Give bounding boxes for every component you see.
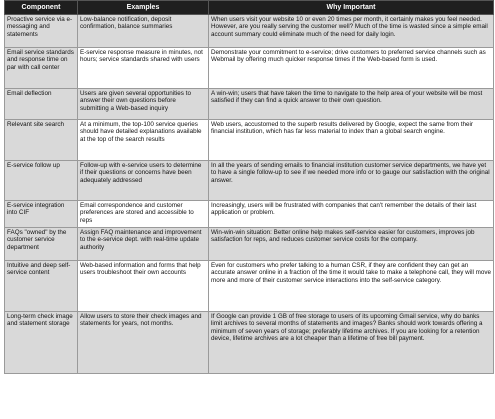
why-important-cell: Win-win-win situation: Better online help makes self-service easier for customers, improves job satisfaction for reps, and reduces customer service costs for the company. [209,228,494,261]
examples-cell: Low-balance notification, deposit confirmation, balance summaries [78,15,209,48]
why-important-cell: Demonstrate your commitment to e-service; drive customers to preferred service channels such as Webmail by offering much quicker response times if the Web-based form is used. [209,48,494,89]
examples-cell: Email correspondence and customer preferences are stored and accessible to reps [78,201,209,228]
examples-cell: E-service response measure in minutes, not hours; service standards shared with users [78,48,209,89]
component-cell: Long-term check image and statement storage [5,312,78,374]
component-cell: E-service follow up [5,161,78,201]
table-row [5,48,494,89]
table-row [5,228,494,261]
why-important-cell: Web users, accustomed to the superb results delivered by Google, expect the same from their financial institution, which has far less material to index than a global search engine. [209,120,494,161]
table-row [5,261,494,312]
why-important-cell: Even for customers who prefer talking to a human CSR, if they are confident they can get an accurate answer online in a fraction of the time it would take to make a telephone call, they will move more and more of their customer service interactions into the self-service category. [209,261,494,312]
why-important-cell: When users visit your website 10 or even 20 times per month, it certainly makes you feel needed. However, are you really serving the customer well? Much of the time is wasted since a simple email account summary could eliminate much of the need for daily login. [209,15,494,48]
component-cell: E-service integration into CIF [5,201,78,228]
component-cell: Relevant site search [5,120,78,161]
table-row [5,89,494,120]
examples-cell: Allow users to store their check images and statements for years, not months. [78,312,209,374]
table-row [5,161,494,201]
examples-cell: Follow-up with e-service users to determine if their questions or concerns have been adequately addressed [78,161,209,201]
why-important-cell: If Google can provide 1 GB of free storage to users of its upcoming Gmail service, why do banks limit archives to several months of statements and images? Banks should work towards offering a minimum of seven years of storage; preferably lifetime archives. If you are looking for a retention device, lifetime archives are a lot cheaper than a lifetime of free bill payment. [209,312,494,374]
header-why-important: Why Important [209,1,494,15]
examples-cell: Users are given several opportunities to answer their own questions before submitting a Web-based inquiry [78,89,209,120]
examples-cell: Web-based information and forms that help users troubleshoot their own accounts [78,261,209,312]
header-examples: Examples [78,1,209,15]
header-component: Component [5,1,78,15]
why-important-cell: In all the years of sending emails to financial institution customer service departments, we have yet to have a single follow-up to see if we needed more info or to gauge our satisfaction with the original answer. [209,161,494,201]
component-cell: Proactive service via e-messaging and statements [5,15,78,48]
examples-cell: At a minimum, the top-100 service queries should have detailed explanations available at the top of the search results [78,120,209,161]
why-important-cell: A win-win; users that have taken the time to navigate to the help area of your website will be most satisfied if they can find a quick answer to their own question. [209,89,494,120]
table-header-row [5,1,494,15]
why-important-cell: Increasingly, users will be frustrated with companies that can't remember the details of their last application or problem. [209,201,494,228]
component-cell: Email service standards and response time on par with call center [5,48,78,89]
component-cell: Email deflection [5,89,78,120]
comparison-table [4,0,494,374]
table-row [5,201,494,228]
table-row [5,15,494,48]
component-cell: FAQs "owned" by the customer service department [5,228,78,261]
table-row [5,120,494,161]
table-row [5,312,494,374]
component-cell: Intuitive and deep self-service content [5,261,78,312]
examples-cell: Assign FAQ maintenance and improvement to the e-service dept. with real-time update authority [78,228,209,261]
